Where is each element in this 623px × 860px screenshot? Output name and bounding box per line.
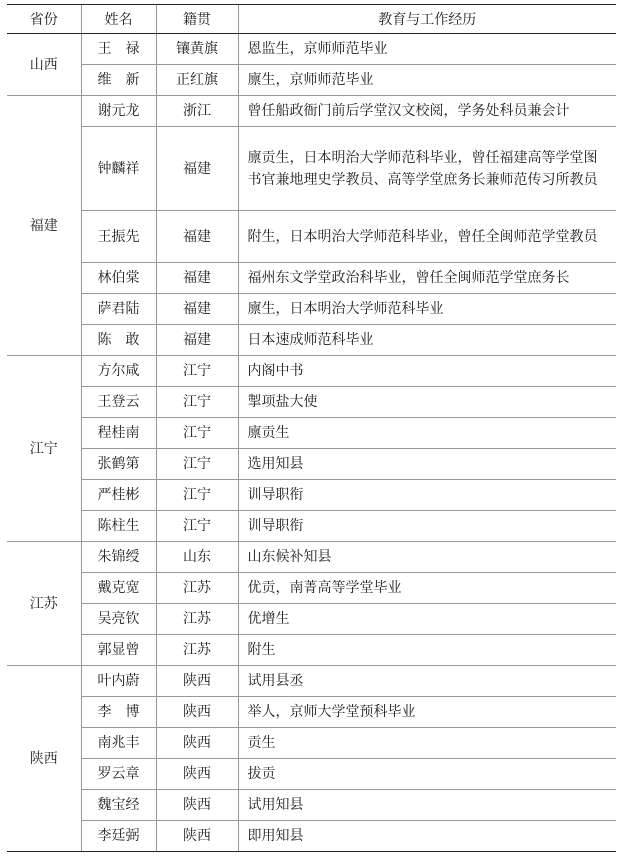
table-row: [7, 65, 616, 96]
education-cell: 优贡，南菁高等学堂毕业: [238, 573, 616, 604]
origin-cell: 陕西: [156, 697, 238, 728]
education-cell: 训导职衔: [238, 480, 616, 511]
table-row: [7, 211, 616, 263]
province-cell: 福建: [7, 96, 81, 356]
origin-cell: 福建: [156, 127, 238, 211]
education-cell: 贡生: [238, 728, 616, 759]
origin-cell: 江宁: [156, 387, 238, 418]
origin-cell: 江苏: [156, 573, 238, 604]
origin-cell: 江苏: [156, 604, 238, 635]
education-cell: 训导职衔: [238, 511, 616, 542]
name-cell: 张鹤第: [81, 449, 156, 480]
table-row: [7, 418, 616, 449]
education-cell: 掣项盐大使: [238, 387, 616, 418]
name-cell: 戴克宽: [81, 573, 156, 604]
header-row: [7, 5, 616, 34]
name-cell: 林伯棠: [81, 263, 156, 294]
education-cell: 优增生: [238, 604, 616, 635]
table-row: [7, 480, 616, 511]
table-row: [7, 604, 616, 635]
origin-cell: 陕西: [156, 759, 238, 790]
education-cell: 试用县丞: [238, 666, 616, 697]
header-origin: 籍贯: [156, 5, 238, 34]
education-cell: 廪生，日本明治大学师范科毕业: [238, 294, 616, 325]
name-cell: 魏宝经: [81, 790, 156, 821]
origin-cell: 浙江: [156, 96, 238, 127]
origin-cell: 陕西: [156, 666, 238, 697]
origin-cell: 陕西: [156, 790, 238, 821]
table-row: [7, 325, 616, 356]
name-cell: 王 禄: [81, 34, 156, 65]
table-body: [7, 34, 616, 852]
education-cell: 恩监生，京师师范毕业: [238, 34, 616, 65]
education-cell: 日本速成师范科毕业: [238, 325, 616, 356]
province-cell: 江苏: [7, 542, 81, 666]
table-row: [7, 728, 616, 759]
table-row: [7, 34, 616, 65]
origin-cell: 陕西: [156, 821, 238, 852]
origin-cell: 江宁: [156, 356, 238, 387]
name-cell: 王登云: [81, 387, 156, 418]
table-row: [7, 294, 616, 325]
name-cell: 李廷弼: [81, 821, 156, 852]
name-cell: 郭显曾: [81, 635, 156, 666]
education-cell: 举人，京师大学堂预科毕业: [238, 697, 616, 728]
table-header: [7, 5, 616, 34]
table-row: [7, 759, 616, 790]
province-cell: 陕西: [7, 666, 81, 852]
origin-cell: 江苏: [156, 635, 238, 666]
education-cell: 附生，日本明治大学师范科毕业，曾任全闽师范学堂教员: [238, 211, 616, 263]
table-row: [7, 697, 616, 728]
table-row: [7, 666, 616, 697]
origin-cell: 江宁: [156, 418, 238, 449]
name-cell: 程桂南: [81, 418, 156, 449]
education-cell: 附生: [238, 635, 616, 666]
table-row: [7, 96, 616, 127]
personnel-table: [7, 4, 616, 852]
education-cell: 即用知县: [238, 821, 616, 852]
origin-cell: 山东: [156, 542, 238, 573]
origin-cell: 正红旗: [156, 65, 238, 96]
education-cell: 廪贡生，日本明治大学师范科毕业，曾任福建高等学堂图书官兼地理史学教员、高等学堂庶务长兼师范传习所教员: [238, 127, 616, 211]
origin-cell: 福建: [156, 294, 238, 325]
table-row: [7, 356, 616, 387]
name-cell: 叶内蔚: [81, 666, 156, 697]
table-row: [7, 511, 616, 542]
name-cell: 王振先: [81, 211, 156, 263]
origin-cell: 镶黄旗: [156, 34, 238, 65]
name-cell: 陈柱生: [81, 511, 156, 542]
name-cell: 谢元龙: [81, 96, 156, 127]
name-cell: 吴亮钦: [81, 604, 156, 635]
table-row: [7, 790, 616, 821]
education-cell: 曾任船政衙门前后学堂汉文校阅，学务处科员兼会计: [238, 96, 616, 127]
name-cell: 萨君陆: [81, 294, 156, 325]
table-row: [7, 573, 616, 604]
name-cell: 钟麟祥: [81, 127, 156, 211]
province-cell: 江宁: [7, 356, 81, 542]
education-cell: 廪贡生: [238, 418, 616, 449]
table-row: [7, 387, 616, 418]
origin-cell: 江宁: [156, 449, 238, 480]
header-name: 姓名: [81, 5, 156, 34]
origin-cell: 福建: [156, 211, 238, 263]
name-cell: 陈 敢: [81, 325, 156, 356]
education-cell: 拔贡: [238, 759, 616, 790]
education-cell: 福州东文学堂政治科毕业，曾任全闽师范学堂庶务长: [238, 263, 616, 294]
name-cell: 方尔咸: [81, 356, 156, 387]
origin-cell: 陕西: [156, 728, 238, 759]
education-cell: 选用知县: [238, 449, 616, 480]
origin-cell: 福建: [156, 325, 238, 356]
name-cell: 南兆丰: [81, 728, 156, 759]
name-cell: 罗云章: [81, 759, 156, 790]
education-cell: 山东候补知县: [238, 542, 616, 573]
name-cell: 李 博: [81, 697, 156, 728]
table-row: [7, 127, 616, 211]
origin-cell: 福建: [156, 263, 238, 294]
table-row: [7, 542, 616, 573]
header-education: 教育与工作经历: [238, 5, 616, 34]
education-cell: 廪生，京师师范毕业: [238, 65, 616, 96]
header-province: 省份: [7, 5, 81, 34]
table-row: [7, 263, 616, 294]
table-row: [7, 635, 616, 666]
education-cell: 内阁中书: [238, 356, 616, 387]
name-cell: 朱锦绶: [81, 542, 156, 573]
origin-cell: 江宁: [156, 511, 238, 542]
education-cell: 试用知县: [238, 790, 616, 821]
province-cell: 山西: [7, 34, 81, 96]
name-cell: 维 新: [81, 65, 156, 96]
name-cell: 严桂彬: [81, 480, 156, 511]
table-row: [7, 821, 616, 852]
origin-cell: 江宁: [156, 480, 238, 511]
table-row: [7, 449, 616, 480]
